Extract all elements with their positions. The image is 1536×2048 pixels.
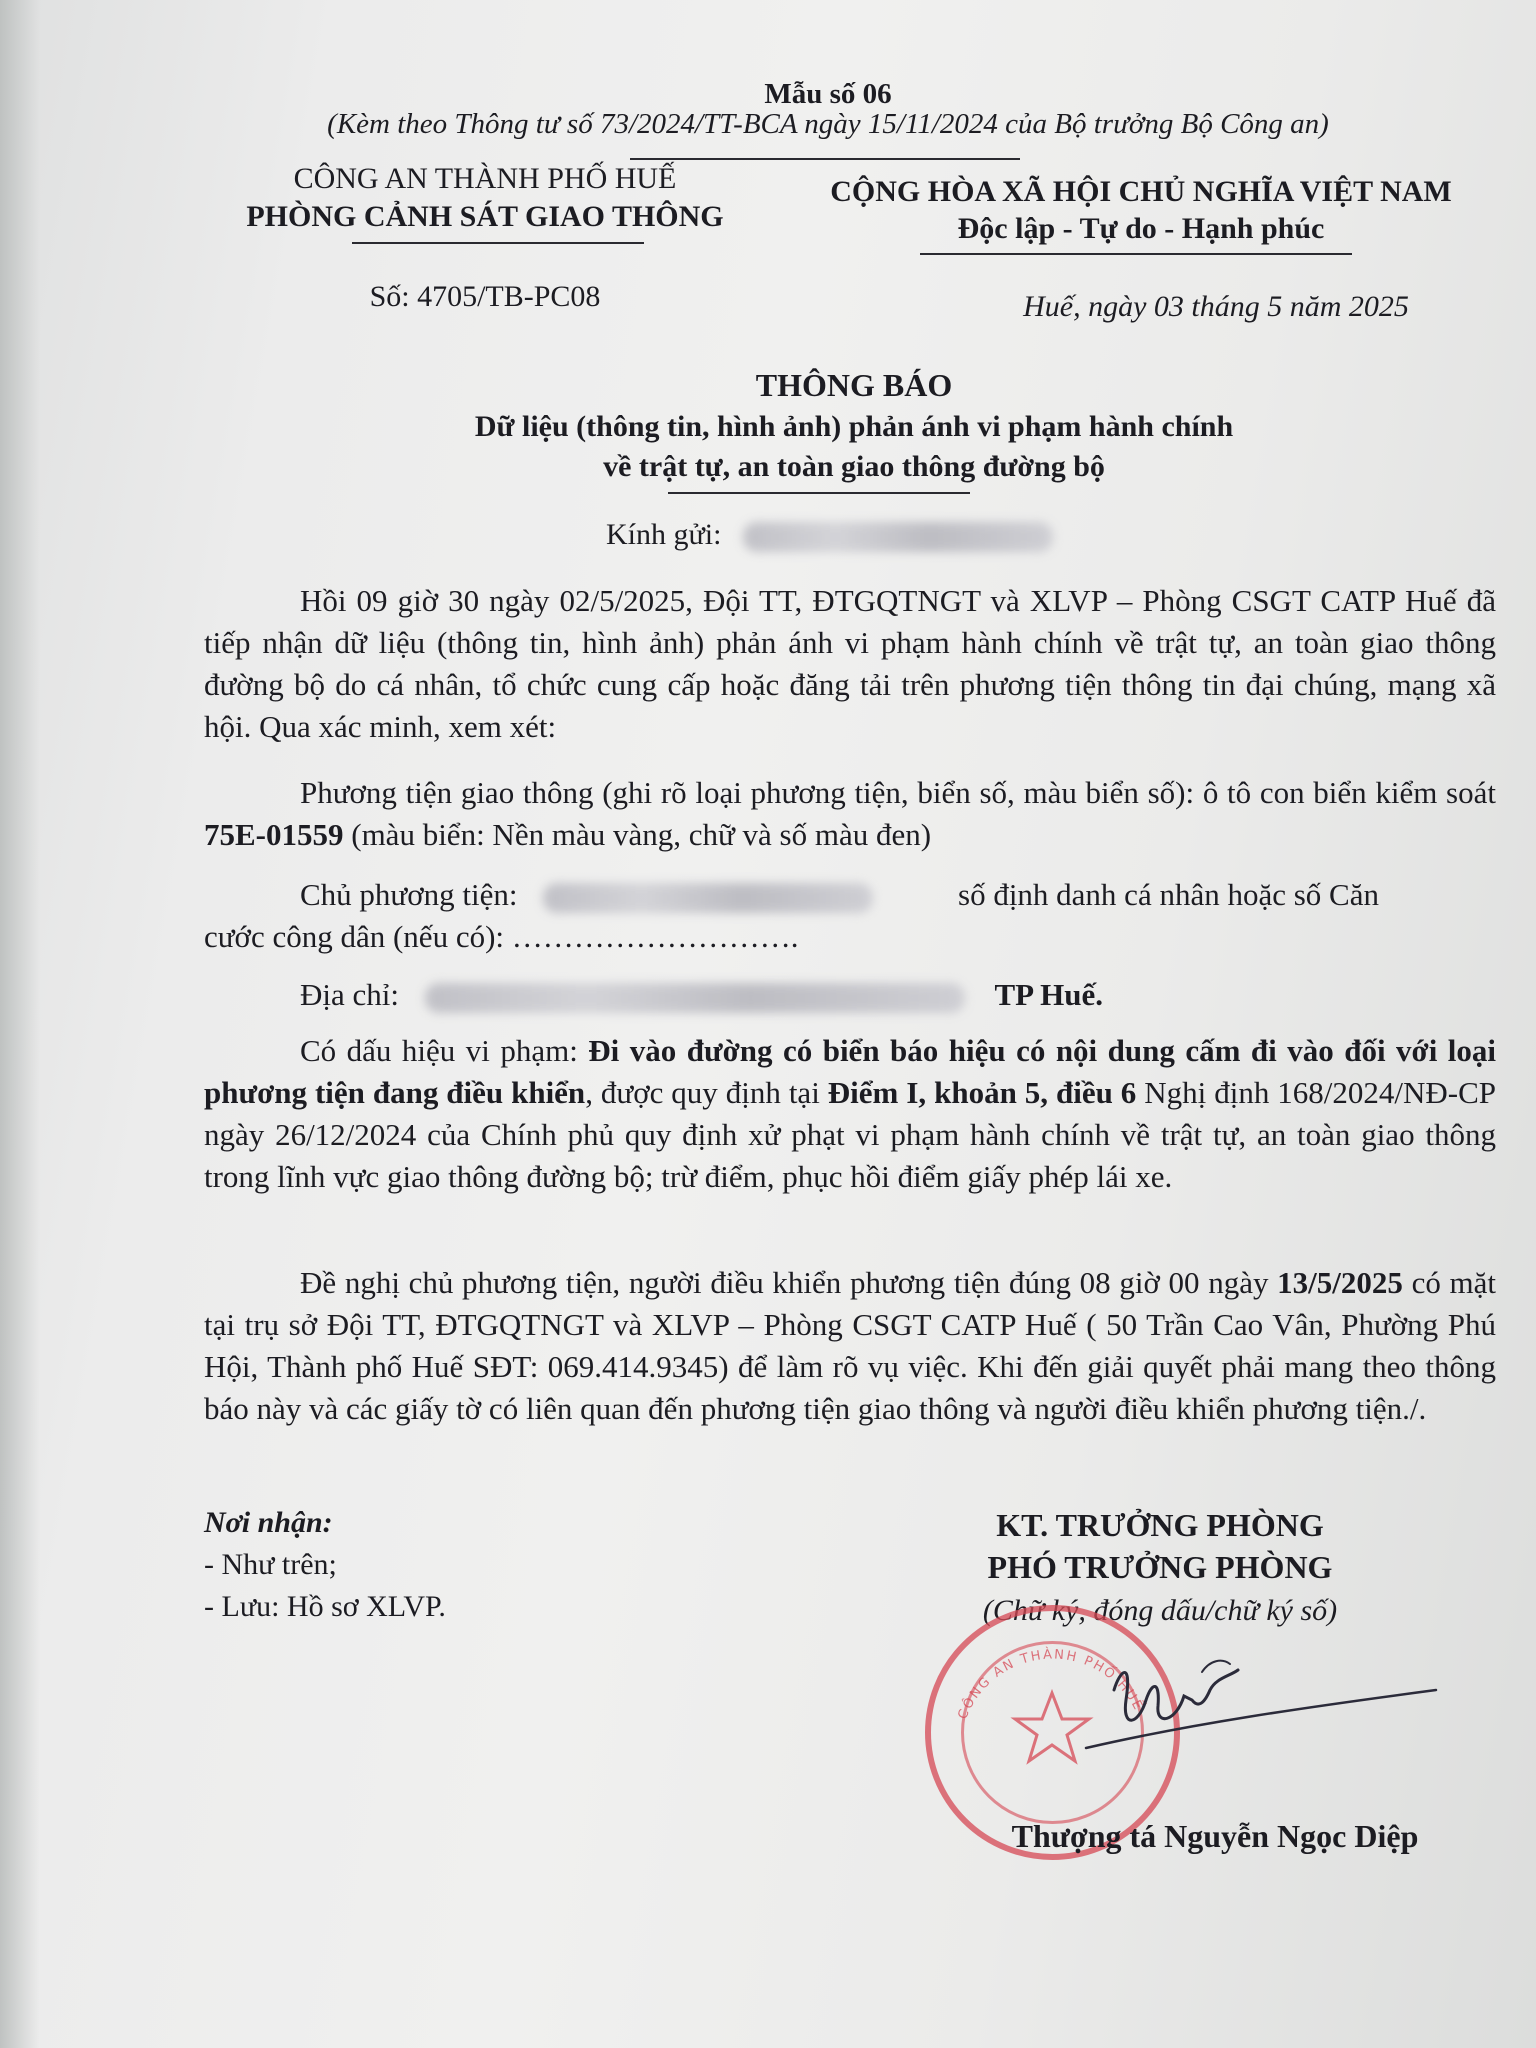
request-text: Đề nghị chủ phương tiện, người điều khiển phương tiện đúng 08 giờ 00 ngày <box>300 1265 1269 1300</box>
notice-subtitle-2: về trật tự, an toàn giao thông đường bộ <box>603 450 1105 483</box>
recipient-line <box>606 518 1053 552</box>
agency-line2: PHÒNG CẢNH SÁT GIAO THÔNG <box>246 200 724 233</box>
recipient-label: Kính gửi: <box>606 518 722 551</box>
owner-id-text: số định danh cá nhân hoặc số Căn <box>958 877 1379 912</box>
signer-title-1: KT. TRƯỞNG PHÒNG <box>996 1507 1324 1543</box>
form-divider <box>630 158 1020 160</box>
stamp-arc-text: CÔNG AN THÀNH PHỐ HUẾ <box>955 1647 1146 1722</box>
receiver-item: - Lưu: Hồ sơ XLVP. <box>204 1590 446 1623</box>
signer-name: Thượng tá Nguyễn Ngọc Diệp <box>1011 1818 1419 1854</box>
paragraph-intake: Hồi 09 giờ 30 ngày 02/5/2025, Đội TT, ĐTGQTNGT và XLVP – Phòng CSGT CATP Huế đã tiếp nhận dữ liệu (thông tin, hình ảnh) phản ánh vi phạm hành chính về trật tự, an toàn giao thông đường bộ do cá nhân, tổ chức cung cấp hoặc đăng tải trên phương tiện thông tin đại chúng, mạng xã hội. Qua xác minh, xem xét: <box>204 583 1496 744</box>
redacted-owner <box>543 883 873 913</box>
nation-line1: CỘNG HÒA XÃ HỘI CHỦ NGHĨA VIỆT NAM <box>830 175 1452 208</box>
notice-title: THÔNG BÁO <box>755 367 953 403</box>
receiver-item: - Như trên; <box>204 1548 337 1581</box>
violation-decree: Nghị định 168/2024/NĐ-CP ngày 26/12/2024 của Chính phủ quy định xử phạt vi phạm hành chính về trật tự, an toàn giao thông trong lĩnh vực giao thông đường bộ; trừ điểm, phục hồi điểm giấy phép lái xe. <box>204 1075 1497 1194</box>
agency-line1: CÔNG AN THÀNH PHỐ HUẾ <box>293 162 677 195</box>
address-city: TP Huế. <box>994 977 1104 1012</box>
form-number: Mẫu số 06 <box>764 78 892 110</box>
address-label: Địa chỉ: <box>300 977 399 1012</box>
receivers-title: Nơi nhận: <box>204 1506 333 1539</box>
request-date: 13/5/2025 <box>1277 1265 1403 1300</box>
agency-underline <box>352 242 644 244</box>
signature-note: (Chữ ký, đóng dấu/chữ ký số) <box>982 1594 1338 1627</box>
address-line <box>300 974 1103 1016</box>
form-attached-note: (Kèm theo Thông tư số 73/2024/TT-BCA ngày 15/11/2024 của Bộ trưởng Bộ Công an) <box>327 108 1329 140</box>
plate-color: (màu biển: Nền màu vàng, chữ và số màu đen) <box>351 817 932 852</box>
place-date: Huế, ngày 03 tháng 5 năm 2025 <box>1023 290 1409 323</box>
paragraph-violation <box>204 1030 1496 1198</box>
signer-title-2: PHÓ TRƯỞNG PHÒNG <box>987 1549 1333 1585</box>
violation-label: Có dấu hiệu vi phạm: <box>300 1033 578 1068</box>
paragraph-request <box>204 1262 1496 1430</box>
paragraph-vehicle <box>204 772 1496 856</box>
request-details: có mặt tại trụ sở Đội TT, ĐTGQTNGT và XLVP – Phòng CSGT CATP Huế ( 50 Trần Cao Vân, Phường Phú Hội, Thành phố Huế SĐT: 069.414.9345) để làm rõ vụ việc. Khi đến giải quyết phải mang theo thông báo này và các giấy tờ có liên quan đến phương tiện giao thông và người điều khiển phương tiện./. <box>204 1265 1497 1426</box>
owner-id-line: cước công dân (nếu có): ………………………. <box>204 919 799 954</box>
violation-description: Đi vào đường có biển báo hiệu có nội dung cấm đi vào đối với loại phương tiện đang điều khiển <box>204 1033 1497 1110</box>
owner-line <box>300 874 895 916</box>
redacted-recipient <box>743 522 1053 552</box>
nation-motto: Độc lập - Tự do - Hạnh phúc <box>957 212 1325 245</box>
document-number: Số: 4705/TB-PC08 <box>369 280 601 313</box>
violation-article: Điểm I, khoản 5, điều 6 <box>827 1075 1137 1110</box>
handwritten-signature <box>1080 1630 1440 1770</box>
title-underline <box>668 492 970 494</box>
redacted-address <box>425 983 965 1013</box>
owner-label: Chủ phương tiện: <box>300 877 518 912</box>
star-icon <box>1015 1693 1089 1761</box>
violation-connector: , được quy định tại <box>585 1075 820 1110</box>
motto-underline <box>920 253 1352 255</box>
vehicle-description: Phương tiện giao thông (ghi rõ loại phương tiện, biển số, màu biển số): ô tô con biển kiểm soát <box>300 775 1496 810</box>
license-plate: 75E-01559 <box>204 817 344 852</box>
notice-subtitle-1: Dữ liệu (thông tin, hình ảnh) phản ánh vi phạm hành chính <box>474 410 1234 443</box>
page-shadow <box>0 0 40 2048</box>
